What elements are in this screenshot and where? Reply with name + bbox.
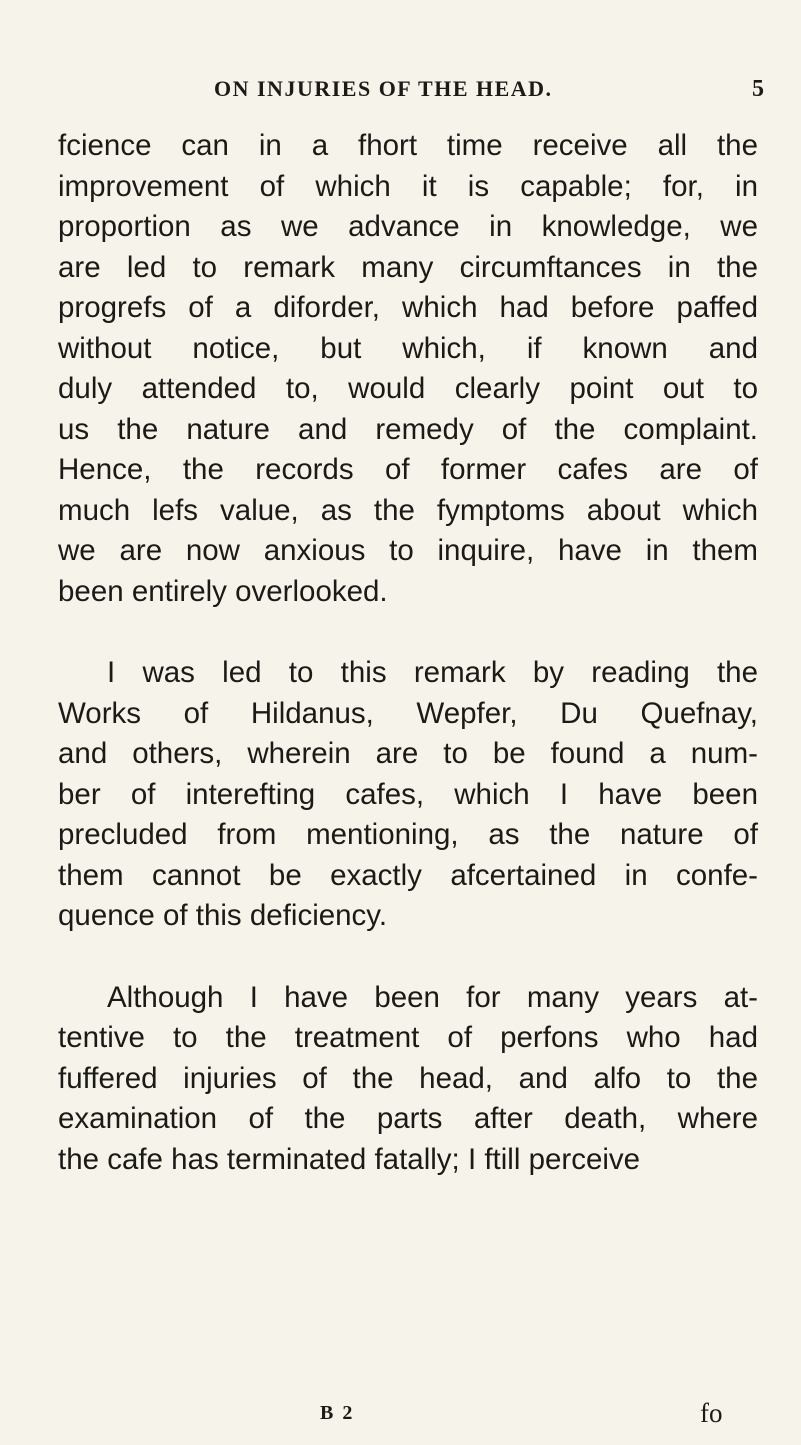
text-line: Although I have been for many years at-: [107, 980, 758, 1014]
page-header: [214, 76, 774, 110]
text-line: precluded from mentioning, as the nature of: [58, 818, 758, 851]
catchword: fo: [700, 1398, 723, 1428]
text-line: fuffered injuries of the head, and alfo to the: [58, 1061, 758, 1095]
text-line: us the nature and remedy of the complaint.: [58, 412, 758, 446]
text-line: progrefs of a diforder, which had before paffed: [58, 291, 758, 324]
paragraph-1: [58, 126, 758, 612]
page-number: 5: [752, 76, 764, 102]
text-line: duly attended to, would clearly point out to: [58, 372, 758, 405]
running-head: ON INJURIES OF THE HEAD.: [214, 76, 553, 101]
paragraph-2: [58, 653, 758, 937]
text-line: and others, wherein are to be found a num-: [58, 737, 758, 770]
text-line: tentive to the treatment of perfons who had: [58, 1021, 758, 1054]
text-line: Works of Hildanus, Wepfer, Du Quefnay,: [58, 696, 758, 730]
text-line: been entirely overlooked.: [58, 574, 388, 608]
text-line: improvement of which it is capable; for, in: [58, 169, 758, 203]
text-line: much lefs value, as the fymptoms about which: [58, 493, 758, 527]
text-line: proportion as we advance in knowledge, we: [58, 210, 758, 243]
text-line: are led to remark many circumftances in the: [58, 250, 758, 284]
text-line: without notice, but which, if known and: [58, 331, 758, 365]
text-line: the cafe has terminated fatally; I ftill perceive: [58, 1142, 641, 1176]
signature-mark: B 2: [320, 1402, 355, 1424]
text-line: Hence, the records of former cafes are of: [58, 453, 758, 486]
text-line: we are now anxious to inquire, have in them: [58, 534, 758, 567]
text-line: I was led to this remark by reading the: [107, 656, 758, 689]
text-line: ber of interefting cafes, which I have been: [58, 777, 758, 811]
text-line: quence of this deficiency.: [58, 899, 388, 932]
text-line: fcience can in a fhort time receive all the: [58, 129, 758, 162]
body-text: [58, 126, 758, 1180]
text-line: them cannot be exactly afcertained in confe-: [58, 858, 758, 892]
text-line: examination of the parts after death, where: [58, 1102, 758, 1135]
paragraph-3: [58, 978, 758, 1181]
